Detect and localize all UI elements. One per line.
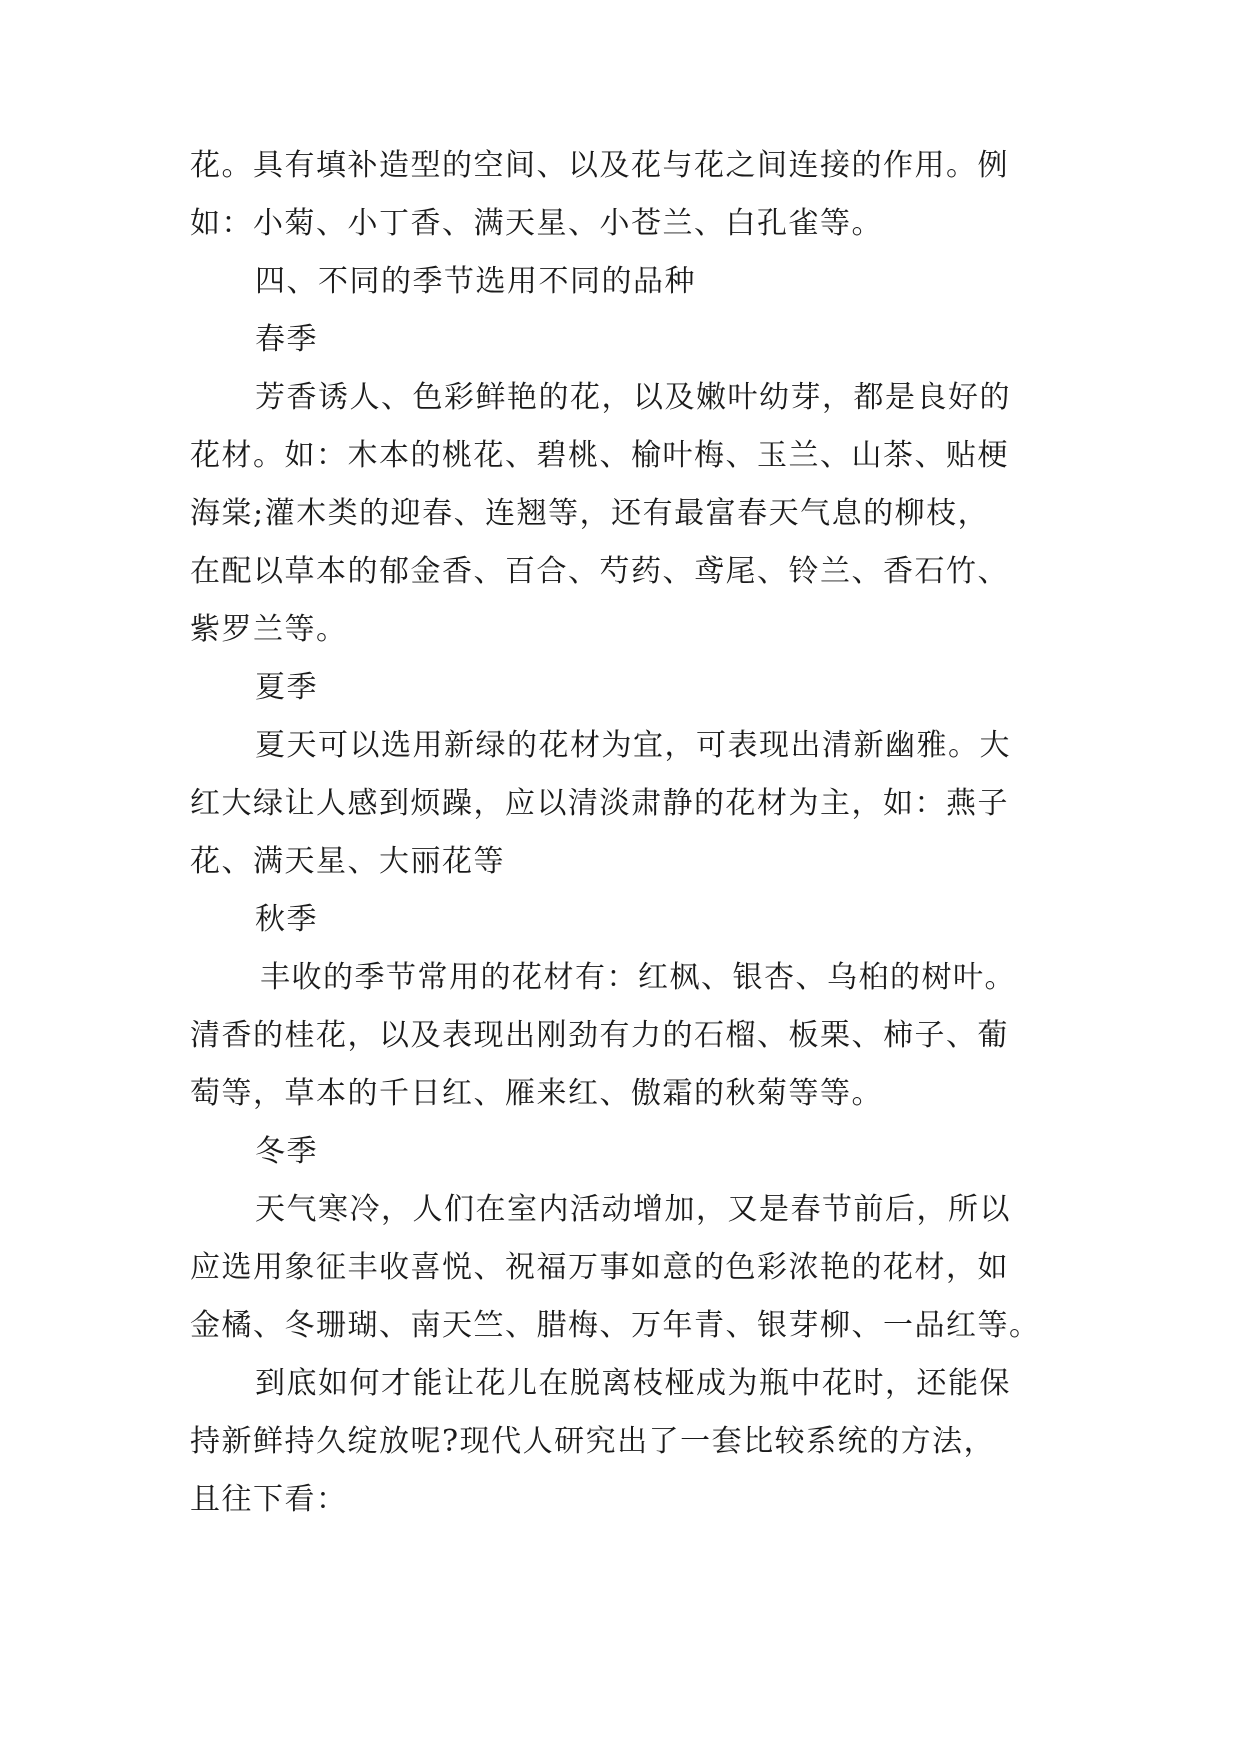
text-line: 天气寒冷，人们在室内活动增加，又是春节前后，所以 <box>255 1192 1011 1227</box>
text-line: 到底如何才能让花儿在脱离枝桠成为瓶中花时，还能保 <box>255 1366 1011 1401</box>
subheading-autumn: 秋季 <box>255 902 318 937</box>
text-line: 芳香诱人、色彩鲜艳的花，以及嫩叶幼芽，都是良好的 <box>255 380 1011 415</box>
text-line: 花。具有填补造型的空间、以及花与花之间连接的作用。例 <box>190 148 1009 183</box>
text-line: 持新鲜持久绽放呢?现代人研究出了一套比较系统的方法， <box>190 1424 996 1459</box>
text-line: 夏天可以选用新绿的花材为宜，可表现出清新幽雅。大 <box>255 728 1011 763</box>
text-line: 清香的桂花，以及表现出刚劲有力的石榴、板栗、柿子、葡 <box>190 1018 1009 1053</box>
text-line: 如：小菊、小丁香、满天星、小苍兰、白孔雀等。 <box>190 206 883 241</box>
subheading-spring: 春季 <box>255 322 318 357</box>
subheading-summer: 夏季 <box>255 670 318 705</box>
text-line: 紫罗兰等。 <box>190 612 348 647</box>
text-line: 在配以草本的郁金香、百合、芍药、鸢尾、铃兰、香石竹、 <box>190 554 1009 589</box>
text-line: 应选用象征丰收喜悦、祝福万事如意的色彩浓艳的花材，如 <box>190 1250 1009 1285</box>
text-line: 丰收的季节常用的花材有：红枫、银杏、乌桕的树叶。 <box>260 960 1016 995</box>
text-line: 且往下看： <box>190 1482 348 1517</box>
text-line: 海棠;灌木类的迎春、连翘等，还有最富春天气息的柳枝， <box>190 496 990 531</box>
subheading-winter: 冬季 <box>255 1134 318 1169</box>
text-line: 花材。如：木本的桃花、碧桃、榆叶梅、玉兰、山茶、贴梗 <box>190 438 1009 473</box>
text-line: 金橘、冬珊瑚、南天竺、腊梅、万年青、银芽柳、一品红等。 <box>190 1308 1041 1343</box>
text-line: 红大绿让人感到烦躁，应以清淡肃静的花材为主，如：燕子 <box>190 786 1009 821</box>
text-line: 萄等，草本的千日红、雁来红、傲霜的秋菊等等。 <box>190 1076 883 1111</box>
text-line: 花、满天星、大丽花等 <box>190 844 505 879</box>
section-heading: 四、不同的季节选用不同的品种 <box>255 264 696 299</box>
